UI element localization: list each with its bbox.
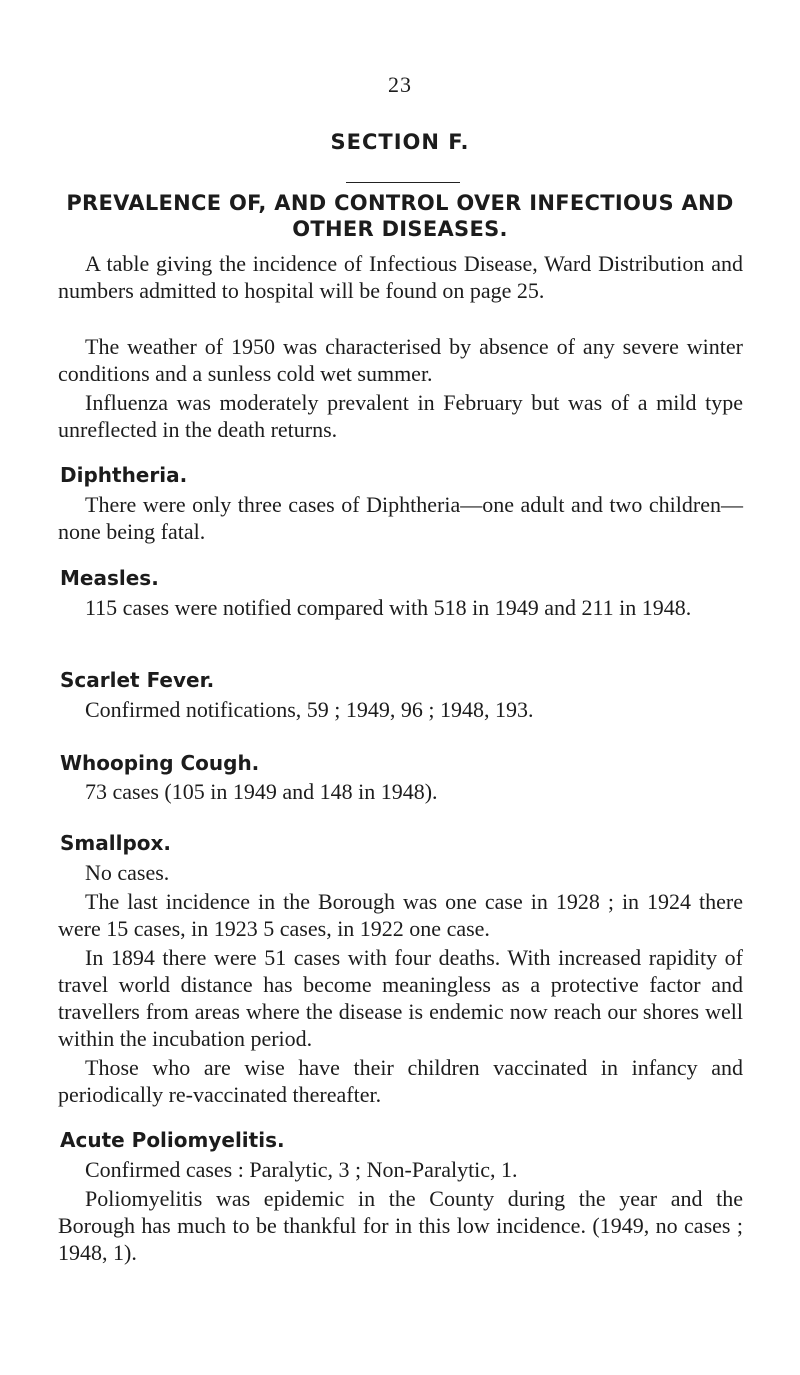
whooping-cough-paragraph: 73 cases (105 in 1949 and 148 in 1948). bbox=[85, 779, 438, 804]
heading-whooping-cough: Whooping Cough. bbox=[60, 751, 260, 775]
intro-paragraph-2: The weather of 1950 was characterised by absence of any severe winter conditions and a sunless cold wet summer. bbox=[58, 334, 743, 386]
intro-paragraph-3: Influenza was moderately prevalent in February but was of a mild type unreflected in the death returns. bbox=[58, 390, 743, 442]
smallpox-paragraph-3: In 1894 there were 51 cases with four deaths. With increased rapidity of travel world distance has become meaningless as a protective factor and travellers from areas where the disease is endemic now reach our shores well within the incubation period. bbox=[58, 945, 743, 1051]
heading-acute-poliomyelitis: Acute Poliomyelitis. bbox=[60, 1128, 285, 1152]
smallpox-paragraph-4: Those who are wise have their children vaccinated in infancy and periodically re-vaccinated thereafter. bbox=[58, 1055, 743, 1107]
divider-rule bbox=[346, 182, 460, 183]
intro-paragraph-1: A table giving the incidence of Infectious Disease, Ward Distribution and numbers admitted to hospital will be found on page 25. bbox=[58, 251, 743, 303]
heading-measles: Measles. bbox=[60, 566, 159, 590]
page-title: PREVALENCE OF, AND CONTROL OVER INFECTIOUS AND OTHER DISEASES. bbox=[66, 191, 734, 241]
scarlet-fever-paragraph: Confirmed notifications, 59 ; 1949, 96 ; 1948, 193. bbox=[85, 697, 534, 722]
page-number: 23 bbox=[388, 72, 412, 97]
heading-smallpox: Smallpox. bbox=[60, 831, 172, 855]
poliomyelitis-paragraph-2: Poliomyelitis was epidemic in the County during the year and the Borough has much to be thankful for in this low incidence. (1949, no cases ; 1948, 1). bbox=[58, 1186, 743, 1265]
heading-scarlet-fever: Scarlet Fever. bbox=[60, 668, 215, 692]
measles-paragraph: 115 cases were notified compared with 518 in 1949 and 211 in 1948. bbox=[85, 595, 692, 620]
poliomyelitis-paragraph-1: Confirmed cases : Paralytic, 3 ; Non-Paralytic, 1. bbox=[85, 1157, 518, 1182]
heading-diphtheria: Diphtheria. bbox=[60, 463, 188, 487]
diphtheria-paragraph: There were only three cases of Diphtheria—one adult and two children—none being fatal. bbox=[58, 492, 743, 544]
section-title: SECTION F. bbox=[330, 130, 470, 154]
smallpox-paragraph-2: The last incidence in the Borough was one case in 1928 ; in 1924 there were 15 cases, in 1923 5 cases, in 1922 one case. bbox=[58, 889, 743, 941]
smallpox-paragraph-1: No cases. bbox=[85, 860, 170, 885]
